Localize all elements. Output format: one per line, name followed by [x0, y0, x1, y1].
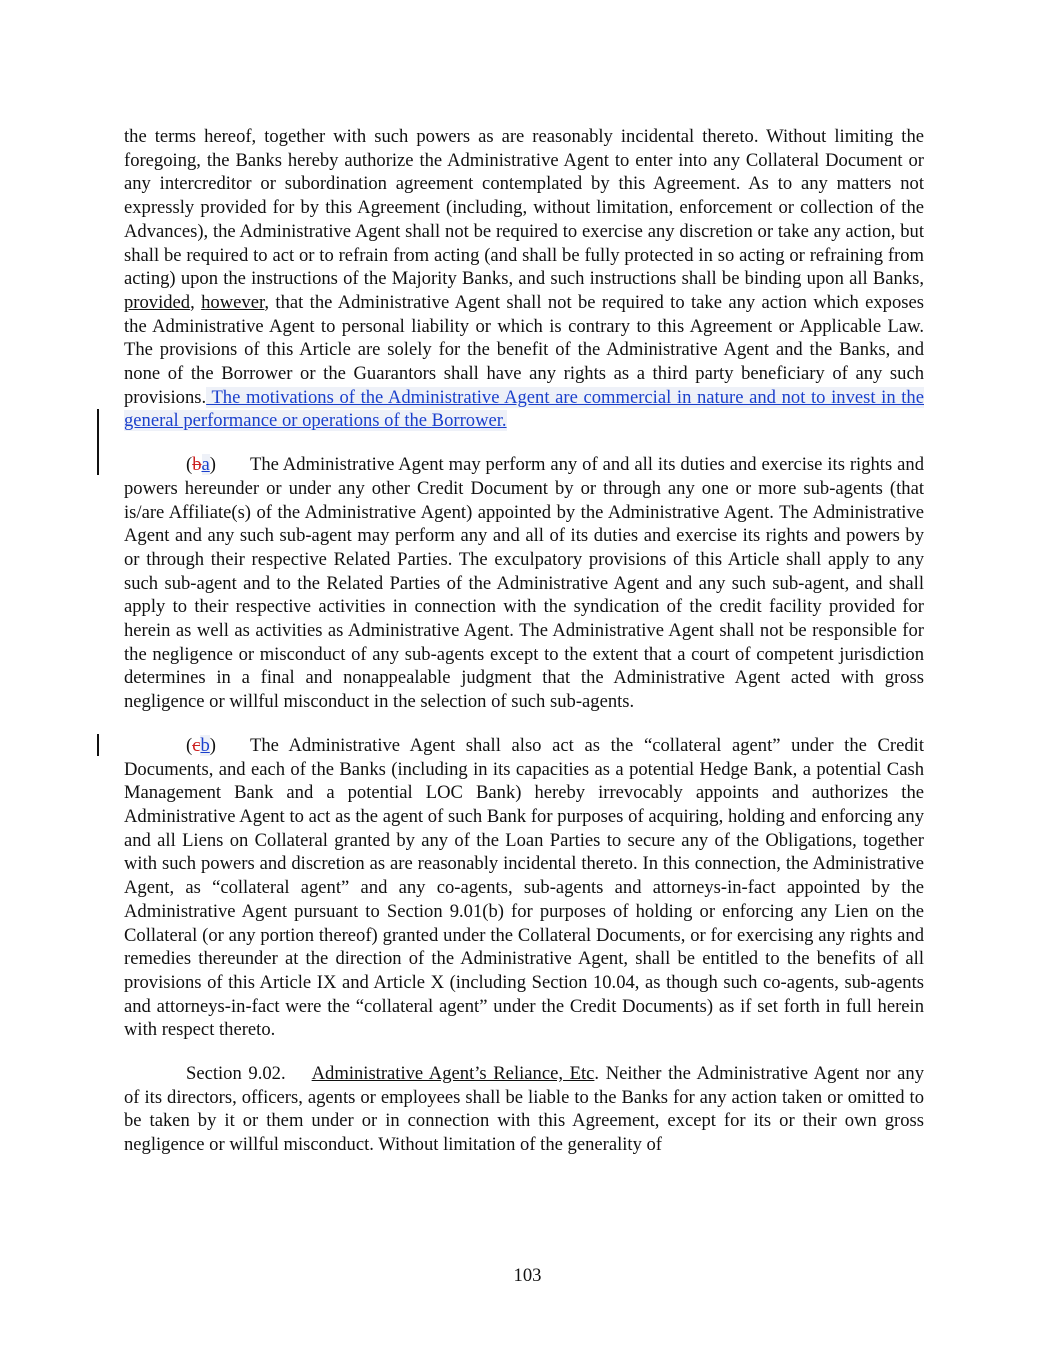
paragraph-section-9-02 — [124, 1062, 924, 1157]
heading-period: . — [594, 1063, 600, 1085]
change-bar — [97, 734, 99, 756]
tracked-insertion: a — [201, 454, 210, 476]
paragraph-collateral-agent — [124, 734, 924, 1042]
page-number: 103 — [513, 1265, 542, 1286]
paragraph-text: The Administrative Agent may perform any of and all its duties and exercise its rights and powers hereunder or under any other Credit Document by or through any one or more sub-agents (that is/are Affiliate(s) of the Administrative Agent) appointed by the Administrative Agent. The Administrative Agent and any such sub-agent may perform any and all of its duties and exercise its rights and powers by or through their respective Related Parties. The exculpatory provisions of this Article shall apply to any such sub-agent and to the Related Parties of the Administrative Agent and any such sub-agent, and shall apply to their respective activities in connection with the syndication of the credit facility provided for herein as well as activities as Administrative Agent. The Administrative Agent shall not be responsible for the negligence or misconduct of any sub-agents except to the extent that a court of competent jurisdiction determines in a final and nonappealable judgment that the Administrative Agent acted with gross negligence or willful misconduct in the selection of such sub-agents. — [124, 454, 924, 713]
clause-open-paren: ( — [186, 734, 193, 756]
document-body — [124, 125, 924, 1157]
tracked-deletion: b — [192, 454, 202, 476]
paragraph-text: the terms hereof, together with such powers as are reasonably incidental thereto. Without limiting the foregoing, the Banks hereby authorize the Administrative Agent to enter into any Collateral Document or any intercreditor or subordination agreement contemplated by this Agreement. As to any matters not expressly provided for by this Agreement (including, without limitation, enforcement or collection of the Advances), the Administrative Agent shall not be required to exercise any discretion or take any action, but shall be required to act or to refrain from acting (and shall be fully protected in so acting or refraining from acting) upon the instructions of the Majority Banks, and such instructions shall be binding upon all Banks, — [124, 126, 924, 290]
clause-close-paren: ) — [209, 454, 216, 476]
section-heading: Administrative Agent’s Reliance, Etc — [311, 1063, 595, 1085]
section-number: Section 9.02. — [186, 1063, 286, 1085]
underlined-term-however: however — [201, 291, 265, 313]
change-bar — [97, 409, 99, 455]
underlined-term-provided: provided — [124, 291, 191, 313]
paragraph-text: The Administrative Agent shall also act as the “collateral agent” under the Credit Documents, and each of the Banks (including in its capacities as a potential Hedge Bank, a potential Cash Management Bank and a potential LOC Bank) hereby irrevocably appoints and authorizes the Administrative Agent to act as the agent of such Bank for purposes of acquiring, holding and enforcing any and all Liens on Collateral granted by any of the Loan Parties to secure any of the Obligations, together with such powers and discretion as are reasonably incidental thereto. In this connection, the Administrative Agent, as “collateral agent” and any co-agents, sub-agents and attorneys-in-fact appointed by the Administrative Agent pursuant to Section 9.01(b) for purposes of holding or enforcing any Lien on the Collateral (or any portion thereof) granted under the Collateral Documents, or for exercising any rights and remedies thereunder at the direction of the Administrative Agent, shall be entitled to the benefits of all provisions of this Article IX and Article X (including Section 10.04, as though such co-agents, sub-agents and attorneys-in-fact were the “collateral agent” under the Credit Documents) as if set forth in full herein with respect thereto. — [124, 734, 924, 1041]
clause-open-paren: ( — [186, 454, 193, 476]
tracked-insertion: The motivations of the Administrative Agent are commercial in nature and not to invest in the general performance or operations of the Borrower. — [124, 386, 924, 432]
paragraph-terms-continued — [124, 125, 924, 433]
change-bar — [97, 453, 99, 475]
tracked-deletion: c — [192, 734, 201, 756]
paragraph-sub-agents — [124, 453, 924, 714]
paragraph-text: Neither the Administrative Agent nor any of its directors, officers, agents or employees shall be liable to the Banks for any action taken or omitted to be taken by it or them under or in connection with this Agreement, except for its or their own gross negligence or willful misconduct. Without limitation of the generality of — [124, 1063, 924, 1156]
paragraph-text: , that the Administrative Agent shall not be required to take any action which exposes the Administrative Agent to personal liability or which is contrary to this Agreement or Applicable Law. The provisions of this Article are solely for the benefit of the Administrative Agent and the Banks, and none of the Borrower or the Guarantors shall have any rights as a third party beneficiary of any such provisions. — [124, 291, 924, 408]
separator-text: , — [190, 291, 202, 313]
tracked-insertion: b — [200, 734, 210, 756]
clause-close-paren: ) — [209, 734, 216, 756]
